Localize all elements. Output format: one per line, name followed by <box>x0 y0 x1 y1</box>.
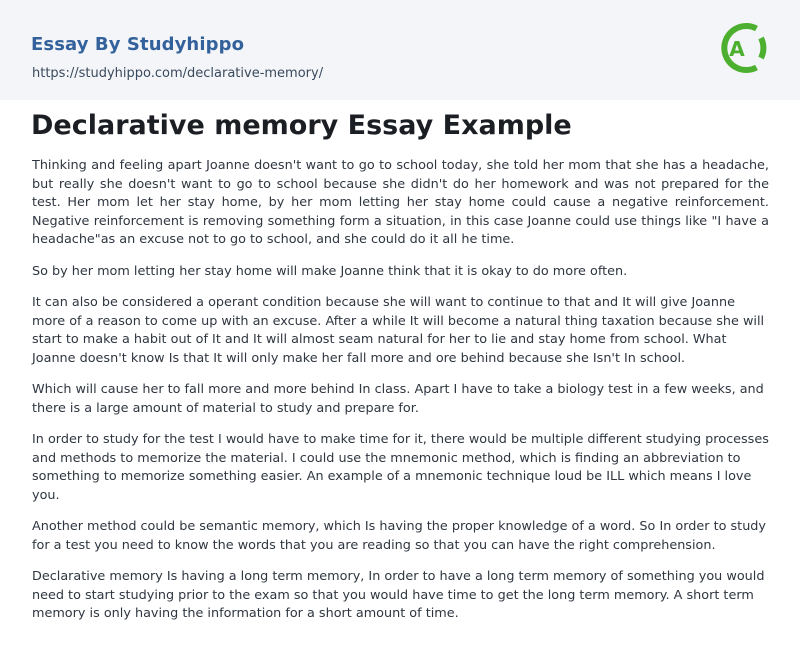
site-header <box>0 0 800 100</box>
essay-paragraph: It can also be considered a operant condition because she will want to continue to that and It will give Joanne more of a reason to come up with an excuse. After a while It will become a natural thing taxation because she will start to make a habit out of It and It will almost seam natural for her to lie and stay home from school. What Joanne doesn't know Is that It will only make her fall more and ore behind because she Isn't In school. <box>32 295 765 366</box>
logo-letter: A <box>729 37 745 61</box>
essay-paragraph: In order to study for the test I would have to make time for it, there would be multiple different studying processes and methods to memorize the material. I could use the mnemonic method, which is finding an abbreviation to something to memorize something easier. An example of a mnemonic technique loud be ILL which means I love you. <box>32 432 769 503</box>
studyhippo-logo-icon[interactable] <box>715 15 769 81</box>
essay-paragraph: So by her mom letting her stay home will make Joanne think that it is okay to do more often. <box>32 263 628 279</box>
page-url-link[interactable]: https://studyhippo.com/declarative-memory/ <box>32 66 324 81</box>
essay-paragraph: Thinking and feeling apart Joanne doesn't want to go to school today, she told her mom that she has a headache, but really she doesn't want to go to school because she didn't do her homework and was not prepared for the test. Her mom let her stay home, by her mom letting her stay home could cause a negative reinforcement. Negative reinforcement is removing something form a situation, in this case Joanne could use things like "I have a headache"as an excuse not to go to school, and she could do it all he time. <box>32 158 769 247</box>
site-name-link[interactable]: Essay By Studyhippo <box>31 34 245 55</box>
essay-body <box>32 157 769 637</box>
essay-paragraph: Another method could be semantic memory, which Is having the proper knowledge of a word. So In order to study for a test you need to know the words that you are reading so that you can have the right comprehension. <box>32 519 767 553</box>
page-title: Declarative memory Essay Example <box>31 110 572 141</box>
essay-paragraph: Which will cause her to fall more and more behind In class. Apart I have to take a biology test in a few weeks, and there is a large amount of material to study and prepare for. <box>32 382 764 416</box>
essay-paragraph: Declarative memory Is having a long term memory, In order to have a long term memory of something you would need to start studying prior to the exam so that you would have time to get the long term memory. A short term memory is only having the information for a short amount of time. <box>32 569 765 621</box>
